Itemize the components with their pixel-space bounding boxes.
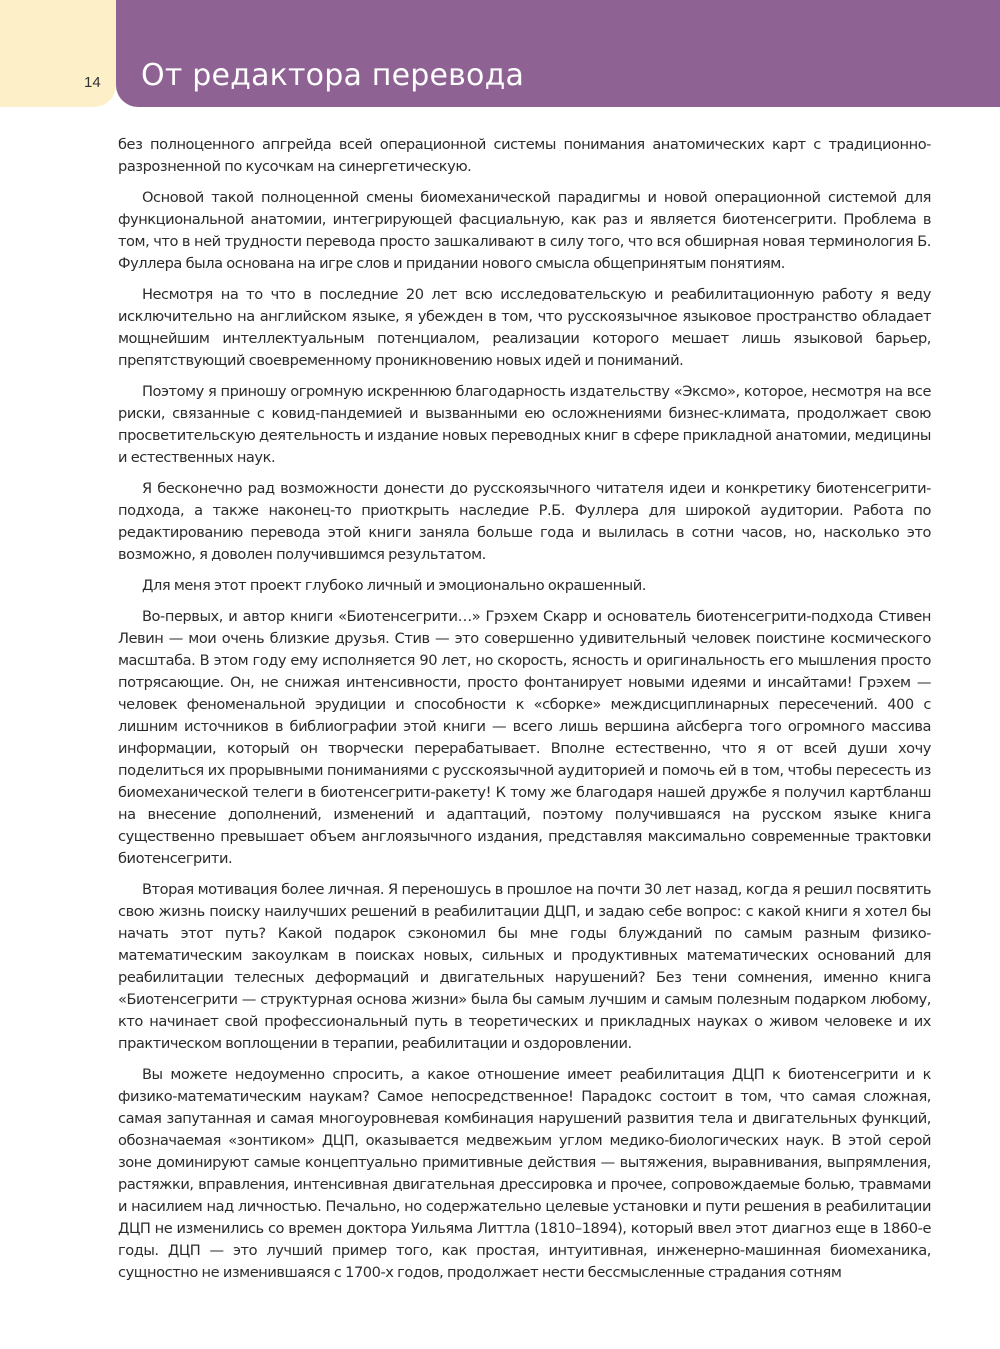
paragraph-continued: без полноценного апгрейда всей операционной системы понимания анатомических карт с традиционно-разрозненной по кусочкам на синергетическую.	[118, 136, 931, 175]
page-number-tab	[0, 0, 116, 107]
paragraph: Вторая мотивация более личная. Я переношусь в прошлое на почти 30 лет назад, когда я решил посвятить свою жизнь поиску наилучших решений в реабилитации ДЦП, и задаю себе вопрос: с какой книги я хотел бы начать этот путь? Какой подарок сэкономил бы мне годы блужданий по самым разным физико-математическим закоулкам в поисках новых, сильных и продуктивных математических оснований для реабилитации телесных деформаций и двигательных нарушений? Без тени сомнения, именно книга «Биотенсегрити — структурная основа жизни» была бы самым лучшим и самым полезным подарком любому, кто начинает свой профессиональный путь в теоретических и прикладных науках о живом человеке и их практическом воплощении в терапии, реабилитации и оздоровлении.	[118, 881, 931, 1052]
paragraph: Вы можете недоуменно спросить, а какое отношение имеет реабилитация ДЦП к биотенсегрити и к физико-математическим наукам? Самое непосредственное! Парадокс состоит в том, что самая сложная, самая запутанная и самая многоуровневая комбинация нарушений развития тела и двигательных функций, обозначаемая «зонтиком» ДЦП, оказывается медвежьим углом медико-биологических наук. В этой серой зоне доминируют самые концептуально примитивные действия — вытяжения, выравнивания, выпрямления, растяжки, вправления, интенсивная двигательная дрессировка и прочее, сопровождаемые болью, травмами и насилием над личностью. Печально, но содержательно целевые установки и пути решения в реабилитации ДЦП не изменились со времен доктора Уильяма Литтла (1810–1894), который ввел этот диагноз еще в 1860-е годы. ДЦП — это лучший пример того, как простая, интуитивная, инженерно-машинная биомеханика, сущностно не изменившаяся с 1700-х годов, продолжает нести бессмысленные страдания сотням	[118, 1066, 931, 1281]
body-text	[118, 134, 931, 1293]
paragraph: Я бесконечно рад возможности донести до русскоязычного читателя идеи и конкретику биотенсегрити-подхода, а также наконец-то приоткрыть наследие Р.Б. Фуллера для широкой аудитории. Работа по редактированию перевода этой книги заняла больше года и вылилась в сотни часов, но, насколько это возможно, я доволен получившимся результатом.	[118, 480, 931, 563]
paragraph: Во-первых, и автор книги «Биотенсегрити…» Грэхем Скарр и основатель биотенсегрити-подхода Стивен Левин — мои очень близкие друзья. Стив — это совершенно удивительный человек поистине космического масштаба. В этом году ему исполняется 90 лет, но скорость, ясность и оригинальность его мышления просто потрясающие. Он, не снижая интенсивности, просто фонтанирует новыми идеями и инсайтами! Грэхем — человек феноменальной эрудиции и способности к «сборке» междисциплинарных пересечений. 400 с лишним источников в библиографии этой книги — всего лишь вершина айсберга того огромного массива информации, который он творчески перерабатывает. Вполне естественно, что я от всей души хочу поделиться их прорывными пониманиями с русскоязычной аудиторией и помочь ей в том, чтобы пересесть из биомеханической телеги в биотенсегрити-ракету! К тому же благодаря нашей дружбе я получил картбланш на внесение дополнений, изменений и адаптаций, поэтому получившаяся на русском языке книга существенно превышает объем англоязычного издания, представляя максимально современные трактовки биотенсегрити.	[118, 608, 931, 867]
paragraph: Основой такой полноценной смены биомеханической парадигмы и новой операционной системой для функциональной анатомии, интегрирующей фасциальную, как раз и является биотенсегрити. Проблема в том, что в ней трудности перевода просто зашкаливают в силу того, что вся обширная новая терминология Б. Фуллера была основана на игре слов и придании нового смысла общепринятым понятиям.	[118, 189, 931, 272]
chapter-title-bar	[116, 0, 1000, 107]
page-header	[0, 0, 1000, 107]
paragraph: Несмотря на то что в последние 20 лет всю исследовательскую и реабилитационную работу я веду исключительно на английском языке, я убежден в том, что русскоязычное языковое пространство обладает мощнейшим интеллектуальным потенциалом, реализации которого мешает лишь языковой барьер, препятствующий своевременному проникновению новых идей и пониманий.	[118, 286, 931, 369]
paragraph: Для меня этот проект глубоко личный и эмоционально окрашенный.	[142, 577, 646, 594]
paragraph: Поэтому я приношу огромную искреннюю благодарность издательству «Эксмо», которое, несмотря на все риски, связанные с ковид-пандемией и вызванными ею осложнениями бизнес-климата, продолжает свою просветительскую деятельность и издание новых переводных книг в сфере прикладной анатомии, медицины и естественных наук.	[118, 383, 931, 466]
page-number: 14	[84, 74, 101, 91]
page-title: От редактора перевода	[141, 58, 525, 93]
